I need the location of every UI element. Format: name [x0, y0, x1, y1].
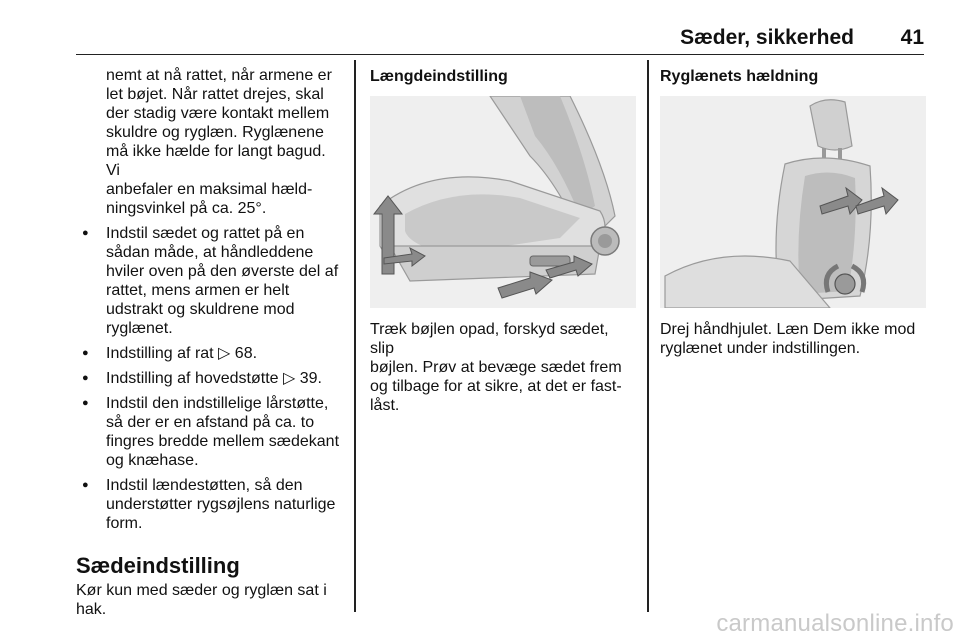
section-heading: Sædeindstilling — [76, 553, 240, 578]
column-divider-1 — [354, 60, 356, 612]
list-item: ● Indstil lændestøtten, så den understøtter rygsøjlens naturlige form. — [76, 476, 342, 533]
list-item: ● Indstil sædet og rattet på en sådan måde, at håndleddene hviler oven på den øverste del af rattet, mens armen er helt udstrakt og skuldrene mod ryglænet. — [76, 224, 342, 338]
column-right — [660, 66, 926, 358]
continuation-text: nemt at nå rattet, når armene er let bøjet. Når rattet drejes, skal der stadig være kontakt mellem skuldre og ryglæn. Ryglænene må ikke hælde for langt bagud. Vi anbefaler en maksimal hæld- ningsvinkel på ca. 25°. — [106, 67, 332, 217]
seat-slide-illustration — [370, 96, 636, 308]
figure-caption: Drej håndhjulet. Læn Dem ikke mod ryglænet under indstillingen. — [660, 321, 916, 357]
section-text: Kør kun med sæder og ryglæn sat i hak. — [76, 582, 327, 618]
page-number: 41 — [900, 26, 924, 49]
list-item: ● Indstilling af hovedstøtte ▷ 39. — [76, 369, 342, 388]
list-item: ● Indstil den indstillelige lårstøtte, så der er en afstand på ca. to fingres bredde mellem sædekant og knæhase. — [76, 394, 342, 470]
figure-caption: Træk bøjlen opad, forskyd sædet, slip bøjlen. Prøv at bevæge sædet frem og tilbage for at sikre, at det er fast- låst. — [370, 321, 622, 414]
column-divider-2 — [647, 60, 649, 612]
page-title: Sæder, sikkerhed — [680, 26, 854, 49]
column-left — [76, 66, 342, 619]
page-header — [76, 26, 924, 55]
list-item: ● Indstilling af rat ▷ 68. — [76, 344, 342, 363]
bullet-list — [76, 224, 342, 533]
backrest-recline-illustration — [660, 96, 926, 308]
subsection-heading: Længdeindstilling — [370, 68, 508, 85]
watermark: carmanualsonline.info — [716, 610, 954, 637]
column-middle — [370, 66, 636, 415]
subsection-heading: Ryglænets hældning — [660, 68, 819, 85]
